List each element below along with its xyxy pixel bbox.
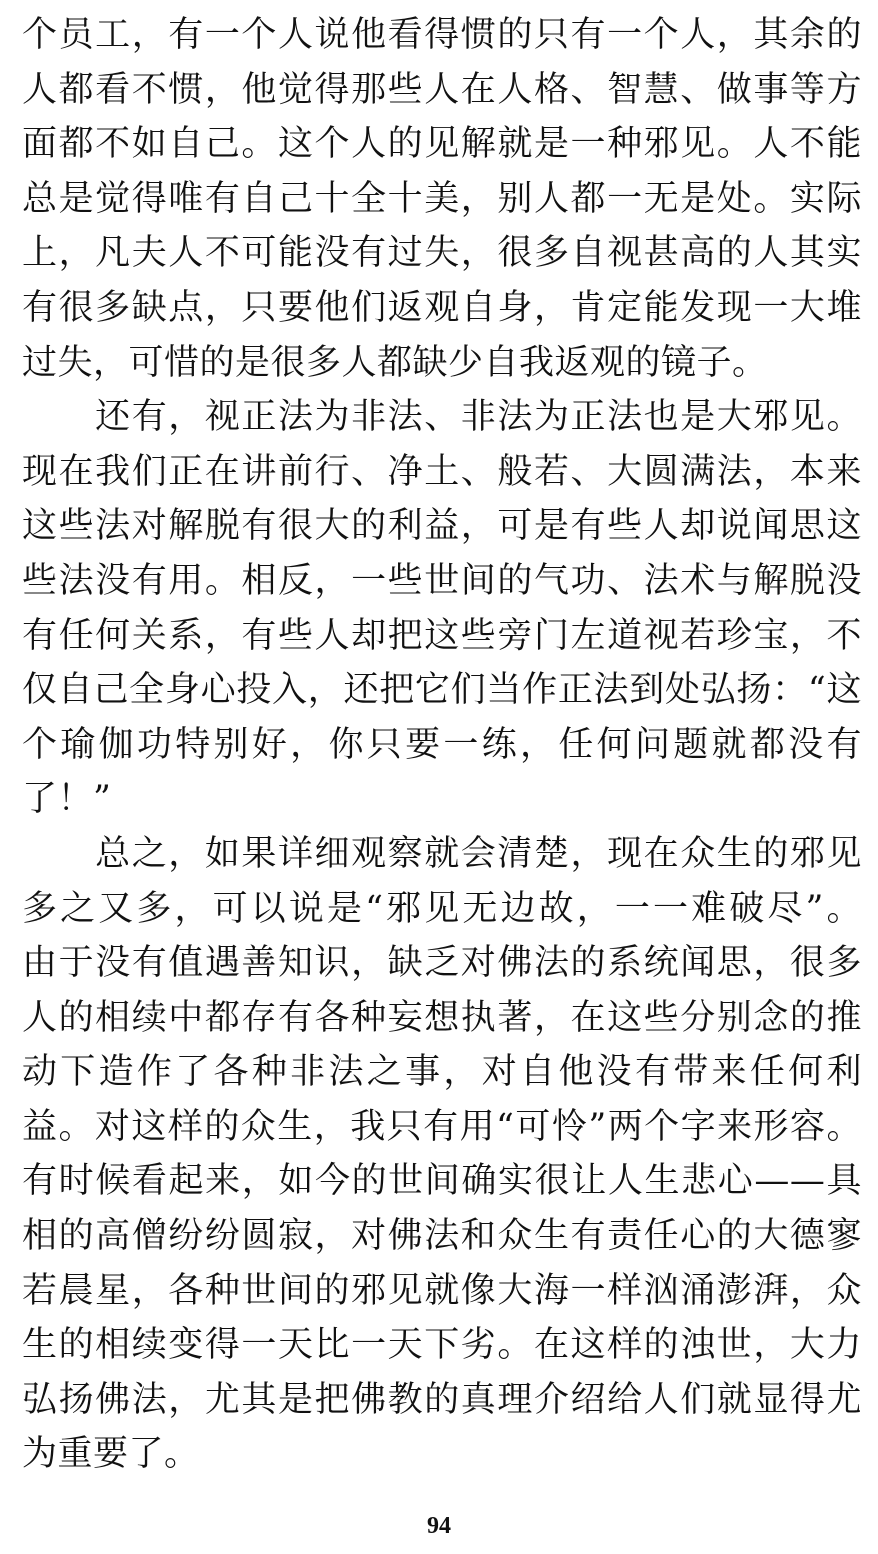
text-line: 仅自己全身心投入，还把它们当作正法到处弘扬：“这: [22, 670, 862, 711]
text-line: 总之，如果详细观察就会清楚，现在众生的邪见: [22, 833, 862, 874]
text-line: 了！”: [22, 779, 112, 820]
text-line: 动下造作了各种非法之事，对自他没有带来任何利: [22, 1052, 862, 1093]
text-line: 人都看不惯，他觉得那些人在人格、智慧、做事等方: [22, 69, 862, 110]
text-line: 相的高僧纷纷圆寂，对佛法和众生有责任心的大德寥: [22, 1216, 862, 1257]
text-line: 有很多缺点，只要他们返观自身，肯定能发现一大堆: [22, 287, 862, 328]
text-line: 个瑜伽功特别好，你只要一练，任何问题就都没有: [22, 724, 862, 765]
text-line: 多之又多，可以说是“邪见无边故，一一难破尽”。: [22, 888, 862, 929]
page-number: 94: [427, 1513, 451, 1539]
text-line: 为重要了。: [22, 1434, 200, 1475]
text-line: 由于没有值遇善知识，缺乏对佛法的系统闻思，很多: [22, 943, 862, 984]
text-line: 若晨星，各种世间的邪见就像大海一样汹涌澎湃，众: [22, 1270, 862, 1311]
text-line: 还有，视正法为非法、非法为正法也是大邪见。: [22, 397, 862, 438]
text-line: 些法没有用。相反，一些世间的气功、法术与解脱没: [22, 560, 862, 601]
text-line: 总是觉得唯有自己十全十美，别人都一无是处。实际: [22, 178, 862, 219]
page-body-text: [22, 8, 862, 1482]
text-line: 过失，可惜的是很多人都缺少自我返观的镜子。: [22, 342, 768, 383]
text-line: 生的相续变得一天比一天下劣。在这样的浊世，大力: [22, 1325, 862, 1366]
text-line: 面都不如自己。这个人的见解就是一种邪见。人不能: [22, 124, 862, 165]
text-line: 弘扬佛法，尤其是把佛教的真理介绍给人们就显得尤: [22, 1379, 862, 1420]
text-line: 个员工，有一个人说他看得惯的只有一个人，其余的: [22, 15, 862, 55]
text-line: 现在我们正在讲前行、净土、般若、大圆满法，本来: [22, 451, 862, 492]
text-line: 有时候看起来，如今的世间确实很让人生悲心——具: [22, 1161, 862, 1202]
text-line: 有任何关系，有些人却把这些旁门左道视若珍宝，不: [22, 615, 862, 656]
text-line: 这些法对解脱有很大的利益，可是有些人却说闻思这: [22, 506, 862, 547]
text-line: 益。对这样的众生，我只有用“可怜”两个字来形容。: [22, 1106, 862, 1147]
text-line: 人的相续中都存有各种妄想执著，在这些分别念的推: [22, 997, 862, 1038]
text-line: 上，凡夫人不可能没有过失，很多自视甚高的人其实: [22, 233, 862, 274]
